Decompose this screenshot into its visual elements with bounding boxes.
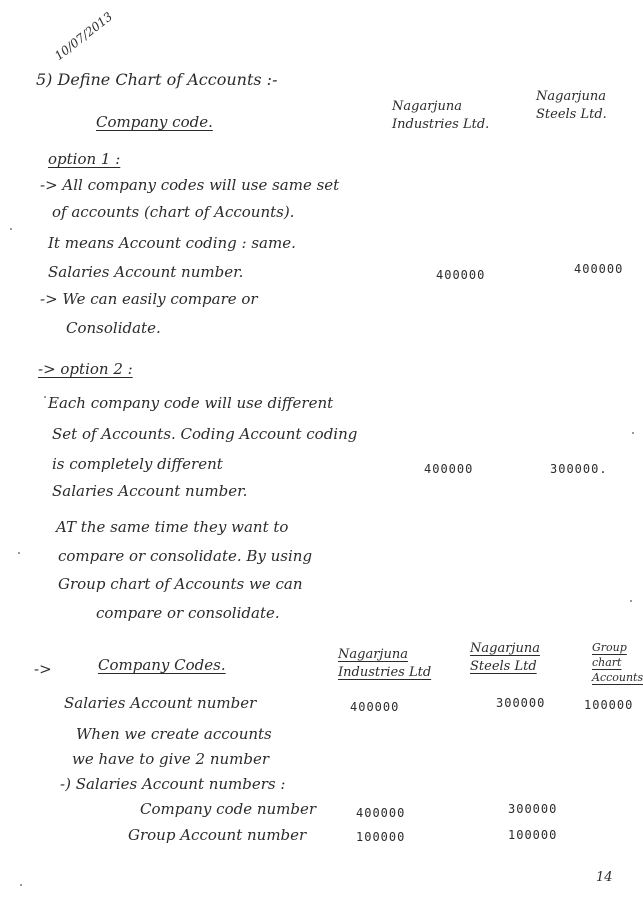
nagarjuna-industries-header: Nagarjuna Industries Ltd.	[392, 99, 490, 132]
scan-speck	[630, 600, 632, 602]
option-2-value-industries: 400000	[424, 462, 474, 476]
option-2-value-steels: 300000.	[550, 462, 608, 476]
group-account-number-steels: 100000	[508, 828, 558, 842]
table-header-steels: Nagarjuna Steels Ltd	[470, 641, 540, 674]
option-1-line-3: It means Account coding : same.	[48, 234, 296, 252]
page-title: 5) Define Chart of Accounts :-	[36, 70, 278, 89]
option-2-line-5: compare or consolidate. By using	[58, 547, 313, 565]
option-2-heading: -> option 2 :	[38, 360, 133, 378]
company-codes-heading: Company Codes.	[98, 656, 226, 674]
table-line-3: -) Salaries Account numbers :	[60, 775, 286, 793]
table-value-group: 100000	[584, 698, 634, 712]
option-2-salaries-label: Salaries Account number.	[52, 482, 248, 500]
group-account-number-label: Group Account number	[128, 826, 307, 844]
company-code-number-steels: 300000	[508, 802, 558, 816]
option-1-line-5: Consolidate.	[66, 319, 161, 337]
option-1-value-industries: 400000	[436, 268, 486, 282]
scan-speck	[44, 396, 46, 398]
option-1-line-4: -> We can easily compare or	[40, 290, 258, 308]
scan-speck	[18, 552, 20, 554]
table-value-steels: 300000	[496, 696, 546, 710]
option-1-salaries-label: Salaries Account number.	[48, 263, 244, 281]
nagarjuna-steels-header: Nagarjuna Steels Ltd.	[536, 89, 607, 122]
option-1-value-steels: 400000	[574, 262, 624, 276]
option-1-line-2: of accounts (chart of Accounts).	[52, 203, 295, 221]
option-2-line-6: Group chart of Accounts we can	[58, 575, 303, 593]
option-1-heading: option 1 :	[48, 150, 121, 168]
option-1-line-1: -> All company codes will use same set	[40, 176, 340, 194]
option-2-line-1: Each company code will use different	[48, 394, 334, 412]
company-code-number-label: Company code number	[140, 800, 317, 818]
option-2-line-4: AT the same time they want to	[56, 518, 289, 536]
table-value-industries: 400000	[350, 700, 400, 714]
table-header-industries: Nagarjuna Industries Ltd	[338, 647, 432, 680]
scan-speck	[20, 884, 22, 886]
table-header-group: Group chart Accounts	[592, 641, 643, 684]
table-salaries-label: Salaries Account number	[64, 694, 257, 712]
option-2-line-2: Set of Accounts. Coding Account coding	[52, 425, 358, 443]
page-number: 14	[596, 870, 613, 885]
table-line-1: When we create accounts	[76, 725, 272, 743]
option-2-line-7: compare or consolidate.	[96, 604, 280, 622]
company-code-number-industries: 400000	[356, 806, 406, 820]
option-2-line-3: is completely different	[52, 455, 223, 473]
company-code-header: Company code.	[96, 113, 213, 131]
scan-speck	[10, 228, 12, 230]
arrow-marker: ->	[34, 660, 52, 678]
scan-speck	[632, 432, 634, 434]
table-line-2: we have to give 2 number	[72, 750, 270, 768]
group-account-number-industries: 100000	[356, 830, 406, 844]
date-note: 10/07/2013	[52, 9, 116, 64]
